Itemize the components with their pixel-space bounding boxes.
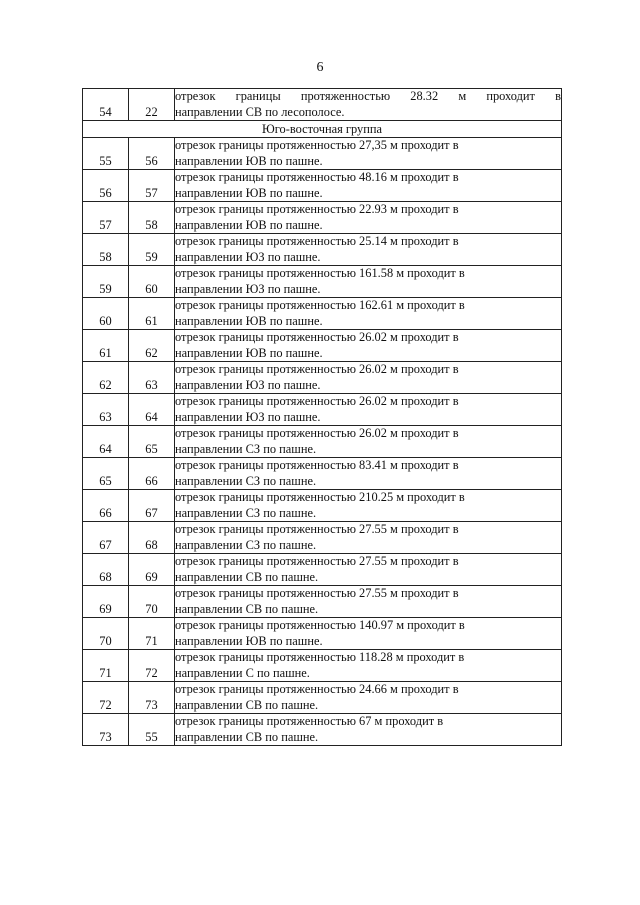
segment-description xyxy=(175,650,562,682)
table-row xyxy=(83,426,562,458)
description-line-2: направлении ЮЗ по пашне. xyxy=(175,281,321,296)
point-to: 70 xyxy=(129,586,175,618)
description-line-2: направлении ЮВ по пашне. xyxy=(175,153,323,168)
segment-description xyxy=(175,202,562,234)
description-line-2: направлении СВ по пашне. xyxy=(175,697,319,712)
description-line-1: отрезок границы протяженностью 24.66 м проходит в xyxy=(175,682,459,696)
description-line-2: направлении ЮВ по пашне. xyxy=(175,313,323,328)
table-row xyxy=(83,330,562,362)
point-to: 65 xyxy=(129,426,175,458)
point-from: 66 xyxy=(83,490,129,522)
table-row xyxy=(83,202,562,234)
point-from: 71 xyxy=(83,650,129,682)
table-row xyxy=(83,234,562,266)
table-row xyxy=(83,362,562,394)
description-line-2: направлении С по пашне. xyxy=(175,665,310,680)
description-line-2: направлении СВ по пашне. xyxy=(175,569,319,584)
description-line-2: направлении ЮВ по пашне. xyxy=(175,217,323,232)
point-to: 72 xyxy=(129,650,175,682)
point-from: 64 xyxy=(83,426,129,458)
description-line-1: отрезок границы протяженностью 27,35 м проходит в xyxy=(175,138,459,152)
point-from: 70 xyxy=(83,618,129,650)
point-from: 55 xyxy=(83,138,129,170)
point-from: 63 xyxy=(83,394,129,426)
point-from: 58 xyxy=(83,234,129,266)
description-line-1: отрезок границы протяженностью 210.25 м проходит в xyxy=(175,490,465,504)
table-row xyxy=(83,490,562,522)
description-line-1: отрезок границы протяженностью 26.02 м проходит в xyxy=(175,426,459,440)
point-from: 65 xyxy=(83,458,129,490)
segment-description xyxy=(175,138,562,170)
point-to: 67 xyxy=(129,490,175,522)
description-line-1: отрезок границы протяженностью 25.14 м проходит в xyxy=(175,234,459,248)
segment-description xyxy=(175,426,562,458)
description-line-2: направлении ЮВ по пашне. xyxy=(175,185,323,200)
point-to: 71 xyxy=(129,618,175,650)
description-line-1: отрезок границы протяженностью 161.58 м проходит в xyxy=(175,266,465,280)
group-header-row xyxy=(83,121,562,138)
segment-description xyxy=(175,170,562,202)
table-row xyxy=(83,682,562,714)
point-to: 57 xyxy=(129,170,175,202)
segment-description xyxy=(175,234,562,266)
description-line-2: направлении ЮЗ по пашне. xyxy=(175,409,321,424)
segment-description xyxy=(175,618,562,650)
description-line-1: отрезок границы протяженностью 140.97 м проходит в xyxy=(175,618,465,632)
description-line-2: направлении ЮВ по пашне. xyxy=(175,345,323,360)
description-line-1: отрезок границы протяженностью 22.93 м проходит в xyxy=(175,202,459,216)
point-from: 68 xyxy=(83,554,129,586)
point-to: 66 xyxy=(129,458,175,490)
point-from: 67 xyxy=(83,522,129,554)
point-from: 73 xyxy=(83,714,129,746)
segment-description xyxy=(175,458,562,490)
segment-description xyxy=(175,362,562,394)
point-to: 58 xyxy=(129,202,175,234)
table-row xyxy=(83,618,562,650)
point-from: 62 xyxy=(83,362,129,394)
segment-description xyxy=(175,714,562,746)
point-from: 56 xyxy=(83,170,129,202)
description-line-2: направлении СЗ по пашне. xyxy=(175,473,317,488)
segment-description xyxy=(175,682,562,714)
description-line-1: отрезок границы протяженностью 26.02 м проходит в xyxy=(175,362,459,376)
table-row xyxy=(83,298,562,330)
point-to: 63 xyxy=(129,362,175,394)
description-line-2: направлении СЗ по пашне. xyxy=(175,441,317,456)
description-line-2: направлении ЮЗ по пашне. xyxy=(175,377,321,392)
description-line-2: направлении СВ по пашне. xyxy=(175,729,319,744)
point-from: 59 xyxy=(83,266,129,298)
description-line-1: отрезок границы протяженностью 118.28 м проходит в xyxy=(175,650,465,664)
table-row xyxy=(83,522,562,554)
point-from: 61 xyxy=(83,330,129,362)
point-to: 22 xyxy=(129,89,175,121)
group-title: Юго-восточная группа xyxy=(83,121,562,138)
point-to: 68 xyxy=(129,522,175,554)
segment-description xyxy=(175,394,562,426)
description-line-1: отрезок границы протяженностью 27.55 м проходит в xyxy=(175,554,459,568)
table-row xyxy=(83,458,562,490)
point-to: 73 xyxy=(129,682,175,714)
table-row xyxy=(83,394,562,426)
description-line-1: отрезок границы протяженностью 28.32 м проходит в xyxy=(175,89,561,103)
table-row xyxy=(83,650,562,682)
description-line-1: отрезок границы протяженностью 48.16 м проходит в xyxy=(175,170,459,184)
description-line-2: направлении СЗ по пашне. xyxy=(175,505,317,520)
table-row xyxy=(83,170,562,202)
description-line-2: направлении СВ по пашне. xyxy=(175,601,319,616)
point-to: 69 xyxy=(129,554,175,586)
point-from: 60 xyxy=(83,298,129,330)
point-to: 60 xyxy=(129,266,175,298)
point-from: 54 xyxy=(83,89,129,121)
point-from: 72 xyxy=(83,682,129,714)
segment-description xyxy=(175,266,562,298)
description-line-1: отрезок границы протяженностью 67 м проходит в xyxy=(175,714,444,728)
description-line-1: отрезок границы протяженностью 26.02 м проходит в xyxy=(175,330,459,344)
segment-description xyxy=(175,490,562,522)
description-line-1: отрезок границы протяженностью 27.55 м проходит в xyxy=(175,586,459,600)
description-line-1: отрезок границы протяженностью 27.55 м проходит в xyxy=(175,522,459,536)
segment-description xyxy=(175,586,562,618)
segment-description xyxy=(175,522,562,554)
segment-description xyxy=(175,89,562,121)
description-line-2: направлении СВ по лесополосе. xyxy=(175,104,345,119)
point-to: 55 xyxy=(129,714,175,746)
segment-description xyxy=(175,298,562,330)
point-to: 62 xyxy=(129,330,175,362)
description-line-1: отрезок границы протяженностью 83.41 м проходит в xyxy=(175,458,459,472)
description-line-2: направлении ЮЗ по пашне. xyxy=(175,249,321,264)
description-line-2: направлении ЮВ по пашне. xyxy=(175,633,323,648)
table-row xyxy=(83,138,562,170)
description-line-2: направлении СЗ по пашне. xyxy=(175,537,317,552)
segment-description xyxy=(175,554,562,586)
point-from: 57 xyxy=(83,202,129,234)
point-to: 61 xyxy=(129,298,175,330)
description-line-1: отрезок границы протяженностью 162.61 м проходит в xyxy=(175,298,465,312)
segment-description xyxy=(175,330,562,362)
point-from: 69 xyxy=(83,586,129,618)
point-to: 59 xyxy=(129,234,175,266)
table-row xyxy=(83,586,562,618)
table-row xyxy=(83,266,562,298)
page-number: 6 xyxy=(316,60,324,75)
table-row xyxy=(83,554,562,586)
table-row xyxy=(83,89,562,121)
table-row xyxy=(83,714,562,746)
description-line-1: отрезок границы протяженностью 26.02 м проходит в xyxy=(175,394,459,408)
point-to: 64 xyxy=(129,394,175,426)
boundary-table xyxy=(82,88,562,746)
point-to: 56 xyxy=(129,138,175,170)
